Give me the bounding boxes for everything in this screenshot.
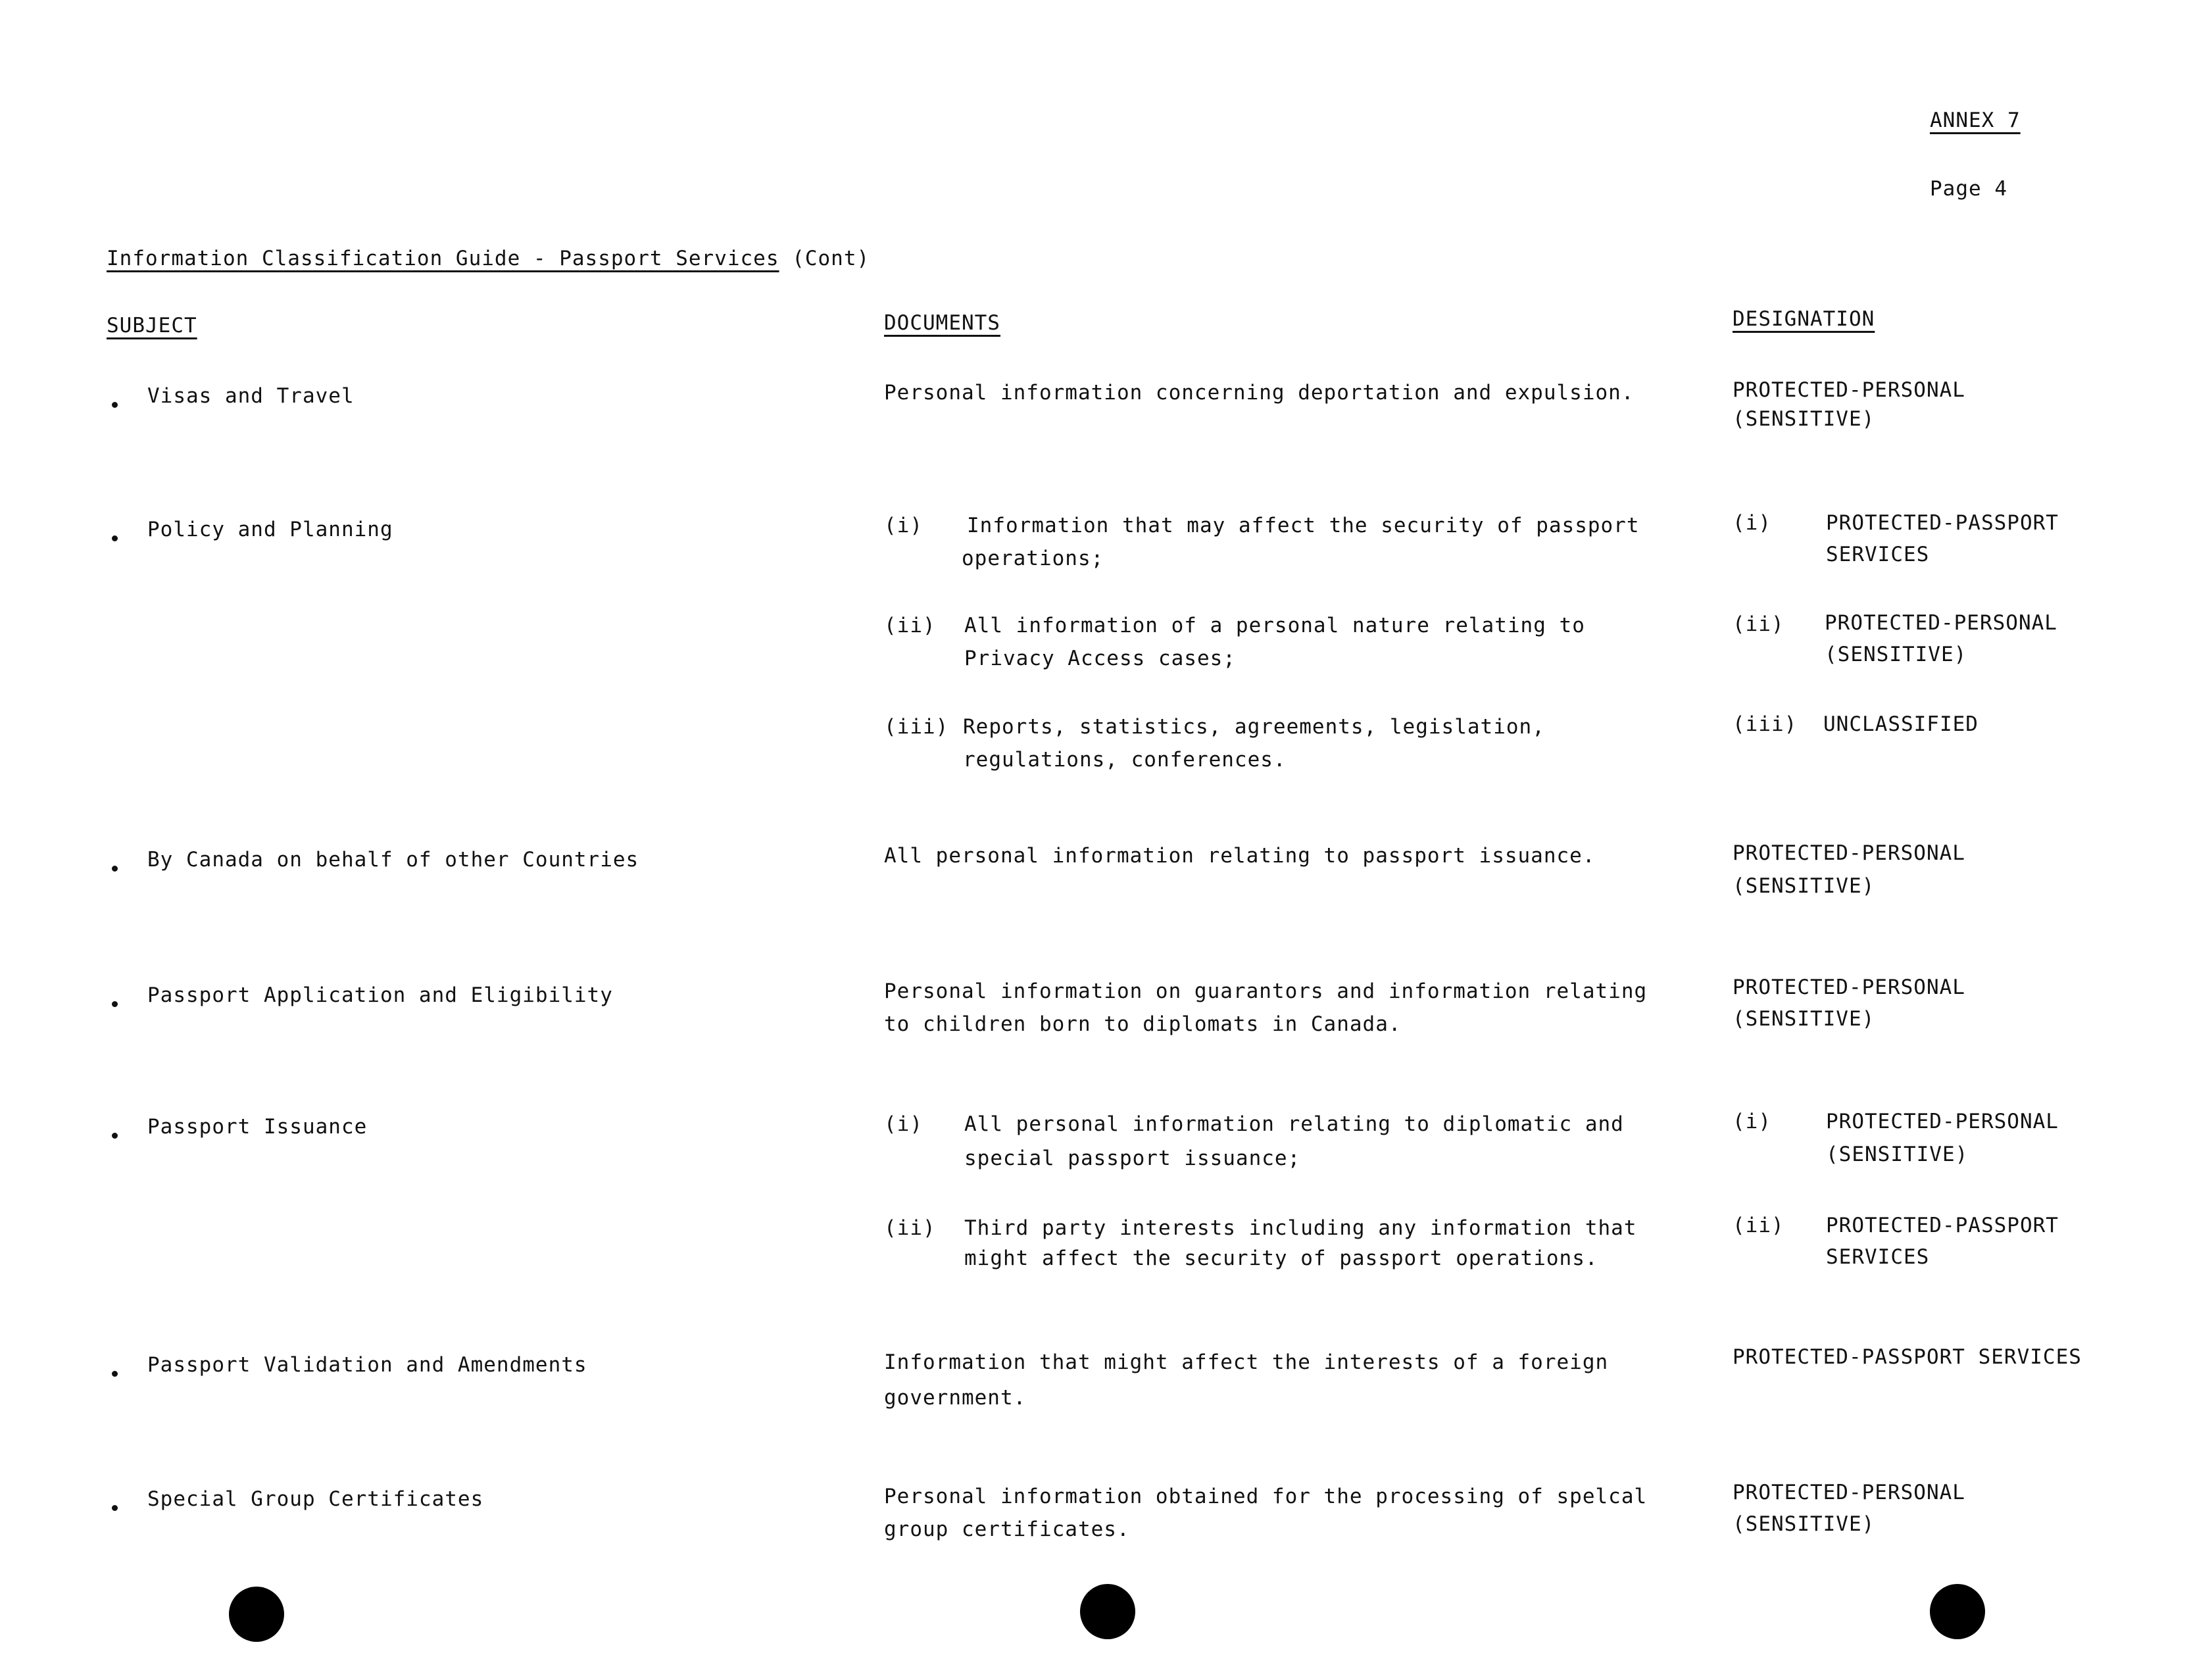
doc-issuance-ii-line1: Third party interests including any information that bbox=[964, 1216, 1637, 1240]
doc-policy-i-line1: Information that may affect the security of passport bbox=[967, 514, 1640, 537]
doc-issuance-i-line1: All personal information relating to diplomatic and bbox=[964, 1112, 1624, 1136]
doc-policy-iii-line1: Reports, statistics, agreements, legislation, bbox=[963, 715, 1545, 739]
doc-validation-line1: Information that might affect the interests of a foreign bbox=[884, 1350, 1609, 1374]
bullet bbox=[112, 866, 118, 872]
document-title-suffix: (Cont) bbox=[792, 247, 870, 270]
designation-policy-i-1: PROTECTED-PASSPORT bbox=[1826, 511, 2059, 535]
designation-policy-i-2: SERVICES bbox=[1826, 543, 1930, 566]
issuance-i-des-number: (i) bbox=[1733, 1110, 1771, 1133]
doc-policy-iii-line2: regulations, conferences. bbox=[963, 748, 1287, 772]
policy-iii-number: (iii) bbox=[884, 715, 949, 739]
issuance-ii-des-number: (ii) bbox=[1733, 1214, 1784, 1237]
bullet bbox=[112, 1371, 118, 1377]
designation-visas-2: (SENSITIVE) bbox=[1733, 407, 1875, 431]
policy-ii-des-number: (ii) bbox=[1733, 612, 1784, 636]
designation-issuance-ii-1: PROTECTED-PASSPORT bbox=[1826, 1214, 2059, 1237]
bullet bbox=[112, 1001, 118, 1007]
doc-visas: Personal information concerning deportation and expulsion. bbox=[884, 381, 1635, 405]
issuance-i-number: (i) bbox=[884, 1112, 923, 1136]
bullet bbox=[112, 1133, 118, 1139]
annex-label: ANNEX 7 bbox=[1930, 109, 2021, 132]
designation-issuance-i-1: PROTECTED-PERSONAL bbox=[1826, 1110, 2059, 1133]
designation-policy-iii: UNCLASSIFIED bbox=[1823, 712, 1979, 736]
punch-hole-center bbox=[1080, 1584, 1135, 1639]
subject-policy: Policy and Planning bbox=[147, 518, 393, 541]
doc-application-line2: to children born to diplomats in Canada. bbox=[884, 1012, 1402, 1036]
doc-application-line1: Personal information on guarantors and information relating bbox=[884, 979, 1648, 1003]
designation-policy-ii-2: (SENSITIVE) bbox=[1825, 643, 1967, 666]
doc-issuance-i-line2: special passport issuance; bbox=[964, 1147, 1301, 1170]
punch-hole-left bbox=[229, 1587, 284, 1642]
subject-validation: Passport Validation and Amendments bbox=[147, 1353, 587, 1377]
document-title-main: Information Classification Guide - Passport Services bbox=[107, 247, 779, 270]
header-subject: SUBJECT bbox=[107, 314, 197, 337]
document-title bbox=[107, 242, 870, 275]
designation-application-2: (SENSITIVE) bbox=[1733, 1007, 1875, 1031]
designation-policy-ii-1: PROTECTED-PERSONAL bbox=[1825, 611, 2057, 635]
designation-issuance-ii-2: SERVICES bbox=[1826, 1245, 1930, 1269]
subject-visas: Visas and Travel bbox=[147, 384, 355, 408]
designation-bycanada-2: (SENSITIVE) bbox=[1733, 874, 1875, 898]
subject-application: Passport Application and Eligibility bbox=[147, 983, 613, 1007]
designation-visas-1: PROTECTED-PERSONAL bbox=[1733, 378, 1965, 402]
designation-special-2: (SENSITIVE) bbox=[1733, 1512, 1875, 1536]
subject-bycanada: By Canada on behalf of other Countries bbox=[147, 848, 639, 872]
doc-bycanada: All personal information relating to passport issuance. bbox=[884, 844, 1596, 868]
subject-special: Special Group Certificates bbox=[147, 1487, 484, 1511]
page-number: Page 4 bbox=[1930, 177, 2007, 201]
issuance-ii-number: (ii) bbox=[884, 1216, 936, 1240]
bullet bbox=[112, 1505, 118, 1511]
designation-validation: PROTECTED-PASSPORT SERVICES bbox=[1733, 1345, 2082, 1369]
designation-application-1: PROTECTED-PERSONAL bbox=[1733, 976, 1965, 999]
doc-policy-ii-line2: Privacy Access cases; bbox=[964, 647, 1236, 670]
policy-i-number: (i) bbox=[884, 514, 923, 537]
designation-bycanada-1: PROTECTED-PERSONAL bbox=[1733, 841, 1965, 865]
doc-issuance-ii-line2: might affect the security of passport operations. bbox=[964, 1247, 1598, 1270]
header-documents: DOCUMENTS bbox=[884, 311, 1000, 335]
punch-hole-right bbox=[1930, 1584, 1985, 1639]
designation-special-1: PROTECTED-PERSONAL bbox=[1733, 1481, 1965, 1504]
policy-ii-number: (ii) bbox=[884, 614, 936, 637]
doc-special-line2: group certificates. bbox=[884, 1518, 1130, 1541]
bullet bbox=[112, 402, 118, 408]
doc-validation-line2: government. bbox=[884, 1386, 1027, 1410]
doc-special-line1: Personal information obtained for the processing of spelcal bbox=[884, 1485, 1648, 1508]
policy-iii-des-number: (iii) bbox=[1733, 712, 1798, 736]
subject-issuance: Passport Issuance bbox=[147, 1115, 368, 1139]
bullet bbox=[112, 535, 118, 541]
doc-policy-ii-line1: All information of a personal nature relating to bbox=[964, 614, 1585, 637]
policy-i-des-number: (i) bbox=[1733, 511, 1771, 535]
designation-issuance-i-2: (SENSITIVE) bbox=[1826, 1143, 1969, 1166]
header-designation: DESIGNATION bbox=[1733, 307, 1875, 331]
doc-policy-i-line2: operations; bbox=[962, 547, 1104, 570]
